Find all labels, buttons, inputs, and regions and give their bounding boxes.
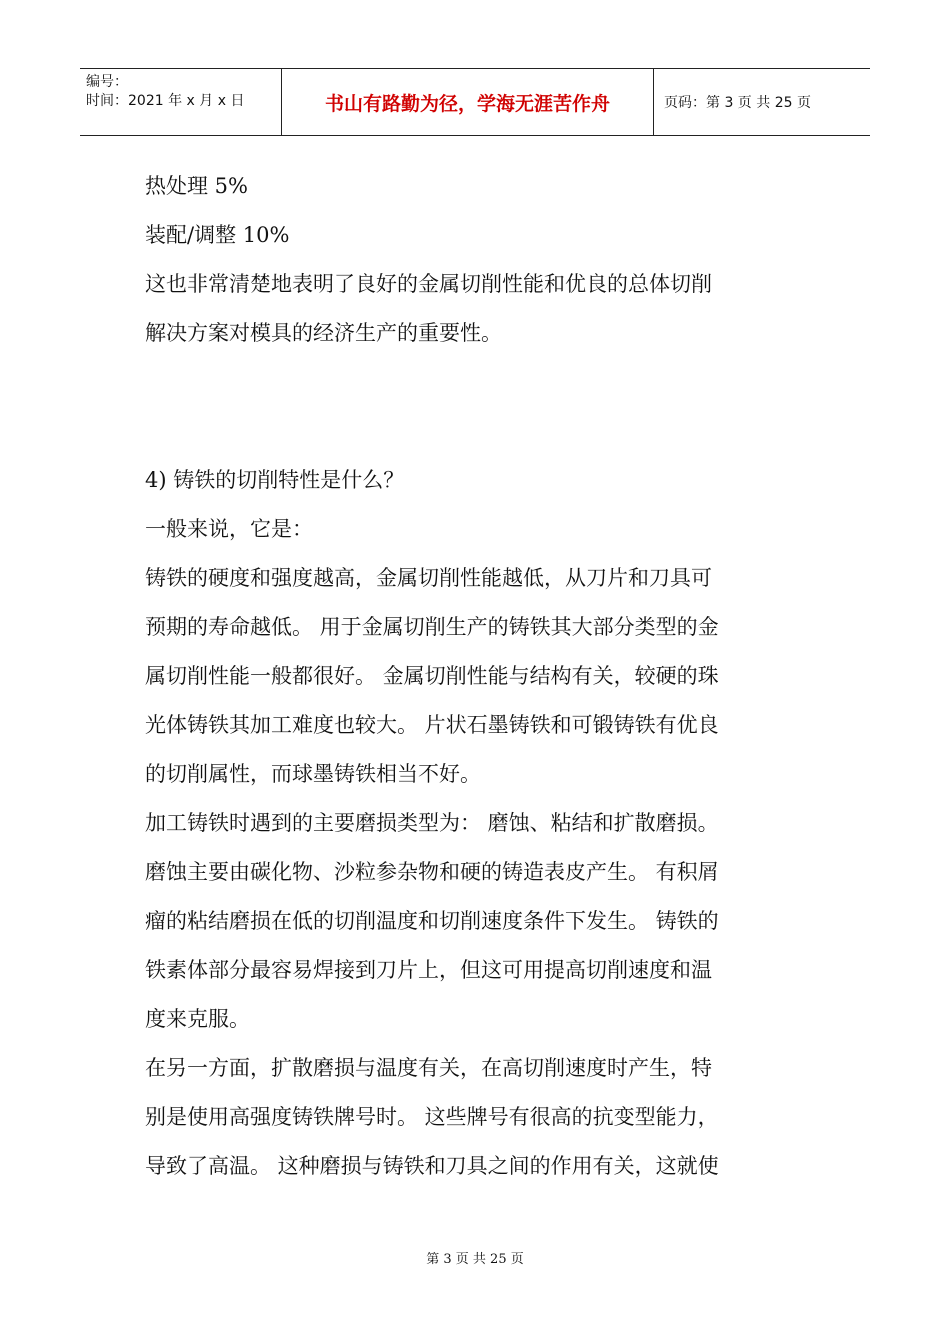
page-footer: 第 3 页 共 25 页 [426,1252,524,1267]
document-body [145,162,815,1191]
body-line: 磨蚀主要由碳化物、沙粒参杂物和硬的铸造表皮产生。 有积屑 [145,860,719,884]
body-line: 瘤的粘结磨损在低的切削温度和切削速度条件下发生。 铸铁的 [145,909,719,933]
body-line: 预期的寿命越低。 用于金属切削生产的铸铁其大部分类型的金 [145,615,719,639]
body-line: 在另一方面，扩散磨损与温度有关，在高切削速度时产生，特 [145,1056,712,1080]
body-line: 加工铸铁时遇到的主要磨损类型为： 磨蚀、粘结和扩散磨损。 [145,811,719,835]
body-line: 铁素体部分最容易焊接到刀片上，但这可用提高切削速度和温 [145,958,712,982]
body-line: 的切削属性，而球墨铸铁相当不好。 [145,762,481,786]
body-line: 这也非常清楚地表明了良好的金属切削性能和优良的总体切削 [145,272,712,296]
body-line: 光体铸铁其加工难度也较大。 片状石墨铸铁和可锻铸铁有优良 [145,713,719,737]
body-line: 一般来说，它是： [145,517,313,541]
header-page-number: 页码：第 3 页 共 25 页 [664,95,811,111]
question-heading: 4) 铸铁的切削特性是什么？ [145,468,405,492]
body-line: 别是使用高强度铸铁牌号时。 这些牌号有很高的抗变型能力， [145,1105,719,1129]
paragraph-spacer [145,358,815,456]
body-line: 装配/调整 10% [145,223,290,247]
document-number-label: 编号： [86,74,128,90]
document-time-label: 时间：2021 年 x 月 x 日 [86,93,245,109]
body-line: 度来克服。 [145,1007,250,1031]
body-line: 铸铁的硬度和强度越高，金属切削性能越低，从刀片和刀具可 [145,566,712,590]
body-line: 导致了高温。 这种磨损与铸铁和刀具之间的作用有关，这就使 [145,1154,719,1178]
header-meta-cell [80,69,282,135]
body-line: 属切削性能一般都很好。 金属切削性能与结构有关，较硬的珠 [145,664,719,688]
body-line: 解决方案对模具的经济生产的重要性。 [145,321,502,345]
header-motto: 书山有路勤为径，学海无涯苦作舟 [282,69,654,135]
page-header [80,68,870,136]
body-line: 热处理 5% [145,174,248,198]
